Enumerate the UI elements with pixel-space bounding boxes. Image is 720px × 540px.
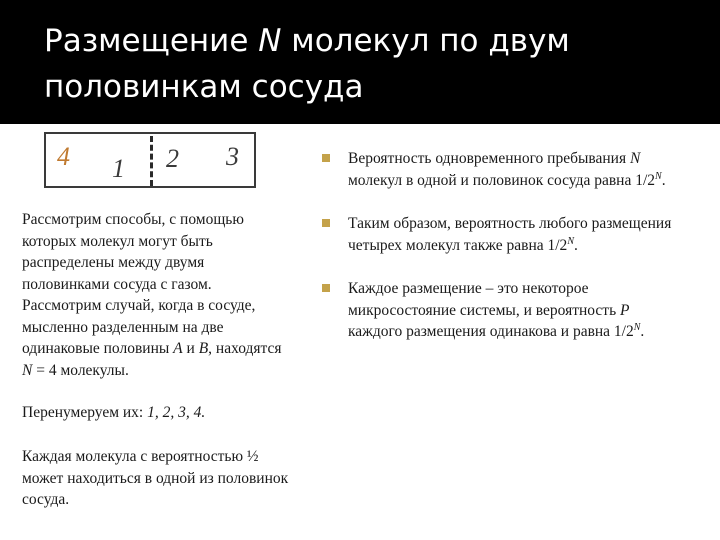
b1-exponent: N: [655, 170, 662, 182]
p1-text-b: и: [182, 340, 199, 357]
p1-var-n: N: [22, 361, 33, 379]
left-paragraph-2: [22, 402, 292, 424]
bullet-list: [322, 148, 682, 365]
b1-text-c: .: [661, 171, 666, 189]
title-part2: молекул по двум половинкам сосуда: [44, 23, 570, 105]
bullet-item-2: [322, 213, 682, 256]
bullet-square-icon: [322, 219, 330, 227]
b2-exponent: N: [567, 235, 574, 247]
p2-numbers: 1, 2, 3, 4.: [147, 404, 206, 421]
p1-var-b: B: [198, 340, 209, 357]
p1-var-a: A: [173, 340, 183, 357]
slide-title: [44, 18, 684, 110]
b3-text-b: каждого размещения одинакова и равна 1/2: [348, 323, 634, 340]
b3-var-p: P: [620, 301, 630, 319]
left-paragraph-1: [22, 209, 292, 381]
b1-text-a: Вероятность одновременного пребывания: [348, 150, 630, 167]
bullet-item-1: [322, 148, 682, 191]
p3-text: Каждая молекула с вероятностью ½ может находиться в одной из половинок сосуда.: [22, 448, 289, 508]
bullet-square-icon: [322, 284, 330, 292]
molecule-label-2: 2: [166, 144, 179, 173]
b2-text-a: Таким образом, вероятность любого размещения четырех молекул также равна 1/2: [348, 215, 672, 254]
molecule-label-1: 1: [112, 154, 125, 183]
vessel-divider: [150, 136, 153, 186]
molecule-label-3: 3: [226, 142, 239, 171]
p2-text: Перенумеруем их:: [22, 404, 148, 421]
p1-text-a: Рассмотрим способы, с помощью которых молекул могут быть распределены между двумя половинками сосуда с газом. Рассмотрим случай, когда в сосуде, мысленно разделенным на две одинаковые половины: [22, 211, 256, 357]
p1-text-c: , находятся: [208, 340, 282, 357]
bullet-item-3: [322, 278, 682, 343]
title-var-n: N: [258, 23, 282, 59]
b1-text-b: молекул в одной и половинок сосуда равна 1/2: [348, 171, 656, 189]
bullet-square-icon: [322, 154, 330, 162]
p1-text-d: = 4 молекулы.: [32, 361, 129, 379]
vessel-diagram: [44, 132, 256, 188]
title-part1: Размещение: [44, 23, 259, 59]
b3-text-c: .: [640, 323, 645, 340]
left-paragraph-3: [22, 446, 292, 511]
molecule-label-4: 4: [57, 142, 70, 171]
b3-text-a: Каждое размещение – это некоторое микросостояние системы, и вероятность: [348, 280, 621, 319]
b2-text-b: .: [573, 236, 578, 254]
b1-var-n: N: [629, 150, 641, 167]
title-bar: [0, 0, 720, 124]
b3-exponent: N: [633, 321, 641, 333]
